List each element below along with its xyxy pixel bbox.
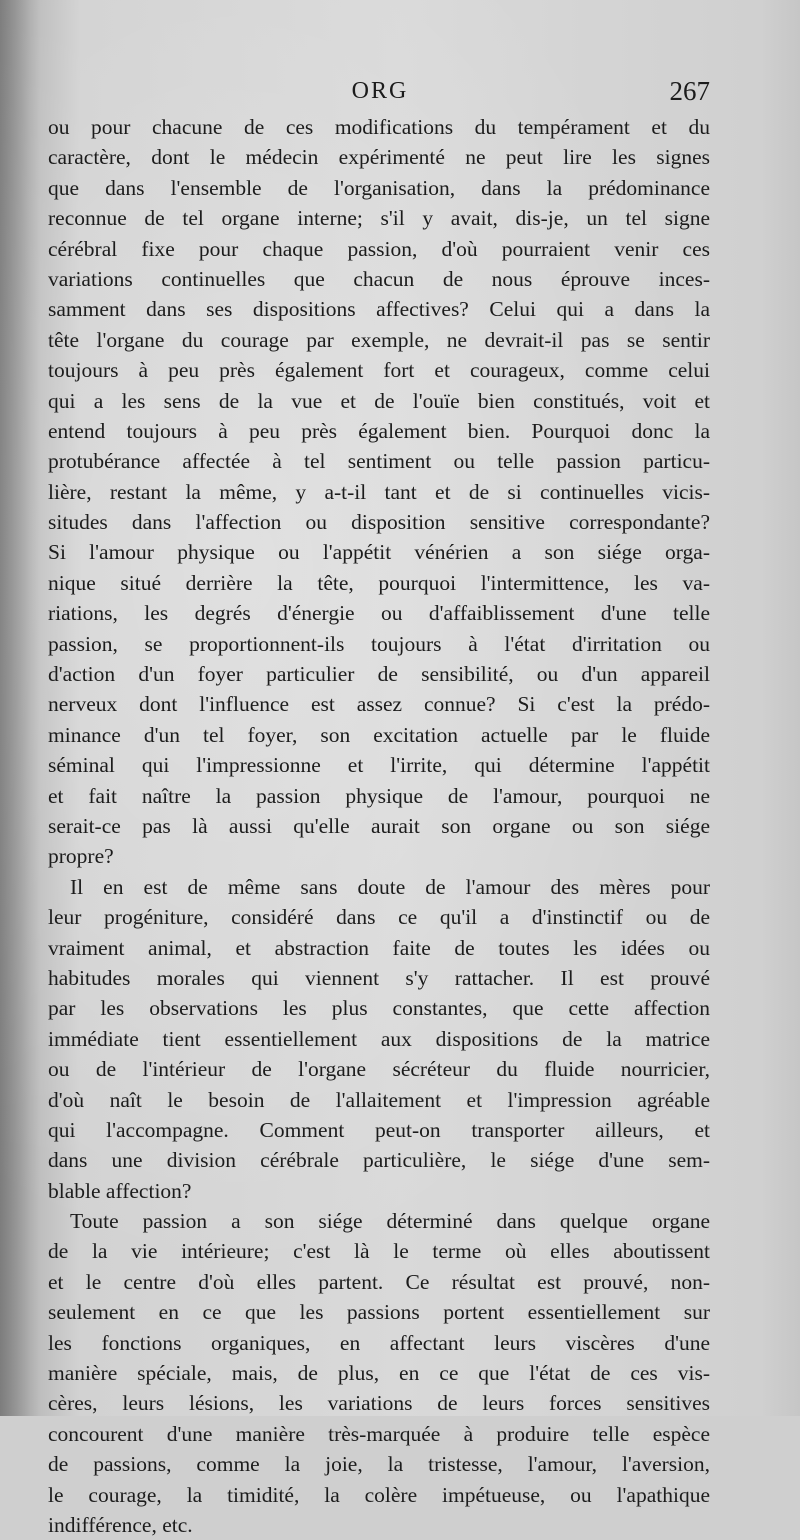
text-line: manière spéciale, mais, de plus, en ce que l'état de ces vis- bbox=[48, 1361, 710, 1386]
text-line: seulement en ce que les passions portent essentiellement sur bbox=[48, 1300, 710, 1325]
text-line: blable affection? bbox=[48, 1178, 192, 1203]
text-line: riations, les degrés d'énergie ou d'affaiblissement d'une telle bbox=[48, 601, 710, 626]
text-line: séminal qui l'impressionne et l'irrite, qui détermine l'appétit bbox=[48, 753, 710, 778]
text-line: ou de l'intérieur de l'organe sécréteur du fluide nourricier, bbox=[48, 1057, 710, 1082]
text-line: de passions, comme la joie, la tristesse, l'amour, l'aversion, bbox=[48, 1452, 710, 1477]
text-line: habitudes morales qui viennent s'y rattacher. Il est prouvé bbox=[48, 965, 710, 990]
text-line: d'action d'un foyer particulier de sensibilité, ou d'un appareil bbox=[48, 662, 710, 687]
text-line: serait-ce pas là aussi qu'elle aurait son organe ou son siége bbox=[48, 813, 710, 838]
text-line: variations continuelles que chacun de nous éprouve inces- bbox=[48, 266, 710, 291]
text-line: situdes dans l'affection ou disposition sensitive correspondante? bbox=[48, 510, 710, 535]
body-text bbox=[48, 112, 710, 1540]
text-line: et le centre d'où elles partent. Ce résultat est prouvé, non- bbox=[48, 1269, 710, 1294]
text-line: que dans l'ensemble de l'organisation, dans la prédominance bbox=[48, 175, 710, 200]
text-line: qui l'accompagne. Comment peut-on transporter ailleurs, et bbox=[48, 1117, 710, 1142]
text-line: d'où naît le besoin de l'allaitement et l'impression agréable bbox=[48, 1087, 710, 1112]
text-line: Toute passion a son siége déterminé dans quelque organe bbox=[70, 1209, 710, 1234]
text-line: par les observations les plus constantes, que cette affection bbox=[48, 996, 710, 1021]
text-line: ou pour chacune de ces modifications du tempérament et du bbox=[48, 115, 710, 139]
text-line: Si l'amour physique ou l'appétit vénérien a son siége orga- bbox=[48, 540, 710, 565]
text-line: les fonctions organiques, en affectant leurs viscères d'une bbox=[48, 1330, 710, 1355]
text-line: minance d'un tel foyer, son excitation actuelle par le fluide bbox=[48, 722, 710, 747]
text-line: le courage, la timidité, la colère impétueuse, ou l'apathique bbox=[48, 1482, 710, 1507]
text-line: indifférence, etc. bbox=[48, 1512, 193, 1537]
text-line: et fait naître la passion physique de l'amour, pourquoi ne bbox=[48, 783, 710, 808]
text-line: vraiment animal, et abstraction faite de toutes les idées ou bbox=[48, 935, 710, 960]
text-line: immédiate tient essentiellement aux dispositions de la matrice bbox=[48, 1026, 710, 1051]
text-line: leur progéniture, considéré dans ce qu'il a d'instinctif ou de bbox=[48, 905, 710, 930]
text-line: nerveux dont l'influence est assez connue? Si c'est la prédo- bbox=[48, 692, 710, 717]
page-number: 267 bbox=[669, 76, 710, 106]
text-line: nique situé derrière la tête, pourquoi l'intermittence, les va- bbox=[48, 570, 710, 595]
text-line: de la vie intérieure; c'est là le terme où elles aboutissent bbox=[48, 1239, 710, 1264]
text-line: passion, se proportionnent-ils toujours à l'état d'irritation ou bbox=[48, 631, 710, 656]
binding-shadow bbox=[0, 0, 40, 1416]
text-line: protubérance affectée à tel sentiment ou telle passion particu- bbox=[48, 449, 710, 474]
running-head-title: ORG bbox=[351, 78, 409, 104]
text-line: reconnue de tel organe interne; s'il y avait, dis-je, un tel signe bbox=[48, 206, 710, 231]
text-line: dans une division cérébrale particulière, le siége d'une sem- bbox=[48, 1148, 710, 1173]
text-line: concourent d'une manière très-marquée à produire telle espèce bbox=[48, 1421, 710, 1446]
text-line: cères, leurs lésions, les variations de leurs forces sensitives bbox=[48, 1391, 710, 1416]
text-line: toujours à peu près également fort et courageux, comme celui bbox=[48, 358, 710, 383]
running-head bbox=[50, 76, 710, 110]
text-line: tête l'organe du courage par exemple, ne devrait-il pas se sentir bbox=[48, 327, 710, 352]
text-line: propre? bbox=[48, 844, 114, 869]
text-line: cérébral fixe pour chaque passion, d'où pourraient venir ces bbox=[48, 236, 710, 261]
text-line: samment dans ses dispositions affectives? Celui qui a dans la bbox=[48, 297, 710, 322]
text-line: qui a les sens de la vue et de l'ouïe bien constitués, voit et bbox=[48, 388, 710, 413]
text-line: caractère, dont le médecin expérimenté ne peut lire les signes bbox=[48, 145, 710, 170]
text-line: entend toujours à peu près également bien. Pourquoi donc la bbox=[48, 418, 710, 443]
text-line: lière, restant la même, y a-t-il tant et de si continuelles vicis- bbox=[48, 479, 710, 504]
text-line: Il en est de même sans doute de l'amour des mères pour bbox=[70, 874, 710, 899]
